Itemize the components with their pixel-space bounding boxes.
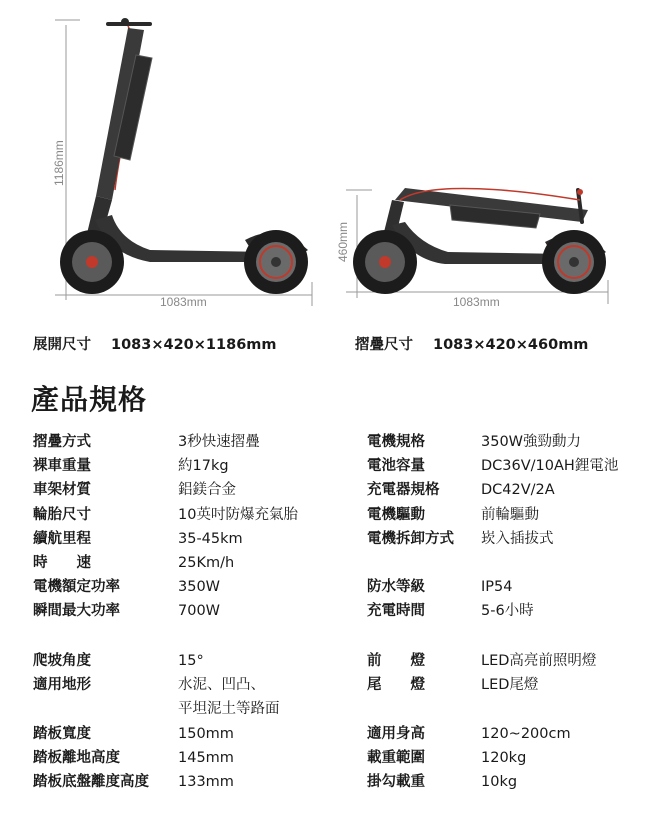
spec-key: 尾 燈 — [367, 677, 425, 693]
spec-key: 電機額定功率 — [33, 579, 120, 595]
spec-key: 適用地形 — [33, 677, 91, 693]
folded-size — [355, 333, 588, 354]
spec-value: 15° — [178, 653, 204, 669]
folded-size-label: 摺疊尺寸 — [355, 337, 413, 353]
scooter-drawing — [0, 0, 650, 320]
spec-value: 350W強勁動力 — [481, 434, 582, 450]
scooter-figure — [0, 0, 650, 320]
spec-value: 崁入插拔式 — [481, 531, 554, 547]
spec-value: 145mm — [178, 750, 234, 766]
spec-key: 續航里程 — [33, 531, 91, 547]
height-dimension-label: 1186mm — [52, 140, 66, 186]
spec-value: 700W — [178, 603, 221, 619]
spec-value: 35-45km — [178, 531, 243, 547]
unfolded-size-value: 1083×420×1186mm — [111, 337, 277, 353]
folded-size-value: 1083×420×460mm — [433, 337, 589, 353]
spec-value: 10英吋防爆充氣胎 — [178, 507, 298, 523]
spec-key: 瞬間最大功率 — [33, 603, 120, 619]
spec-key: 充電器規格 — [367, 482, 440, 498]
spec-value: 150mm — [178, 726, 234, 742]
spec-key: 防水等級 — [367, 579, 425, 595]
spec-key: 電池容量 — [367, 458, 425, 474]
spec-key: 充電時間 — [367, 603, 425, 619]
spec-value: 350W — [178, 579, 221, 595]
spec-key: 掛勾載重 — [367, 774, 425, 790]
spec-value: DC42V/2A — [481, 482, 555, 498]
folded-scooter — [353, 188, 606, 294]
spec-key: 裸車重量 — [33, 458, 91, 474]
spec-key: 踏板底盤離度高度 — [33, 774, 149, 790]
spec-key: 車架材質 — [33, 482, 91, 498]
spec-key: 踏板寬度 — [33, 726, 91, 742]
spec-key: 電機規格 — [367, 434, 425, 450]
spec-key: 載重範圍 — [367, 750, 425, 766]
unfolded-scooter — [60, 18, 308, 294]
spec-value: 3秒快速摺疊 — [178, 434, 260, 450]
spec-key: 爬坡角度 — [33, 653, 91, 669]
spec-value: 5-6小時 — [481, 603, 534, 619]
spec-key: 適用身高 — [367, 726, 425, 742]
spec-key: 時 速 — [33, 555, 91, 571]
spec-key: 摺疊方式 — [33, 434, 91, 450]
spec-value: IP54 — [481, 579, 513, 595]
unfolded-length-dimension-label: 1083mm — [160, 295, 207, 309]
spec-value: 水泥、凹凸、 — [178, 677, 265, 693]
spec-key: 前 燈 — [367, 653, 425, 669]
spec-value: LED高亮前照明燈 — [481, 653, 597, 669]
unfolded-size-label: 展開尺寸 — [33, 337, 91, 353]
folded-height-dimension-label: 460mm — [336, 221, 350, 262]
spec-key: 電機驅動 — [367, 507, 425, 523]
folded-length-dimension-label: 1083mm — [453, 295, 500, 309]
spec-value: DC36V/10AH鋰電池 — [481, 458, 619, 474]
spec-value: 133mm — [178, 774, 234, 790]
spec-key: 輪胎尺寸 — [33, 507, 91, 523]
spec-value: 120kg — [481, 750, 527, 766]
section-title: 產品規格 — [31, 383, 148, 416]
spec-value: 前輪驅動 — [481, 507, 539, 523]
unfolded-size — [33, 333, 277, 354]
spec-value: 約17kg — [178, 458, 229, 474]
spec-value: 10kg — [481, 774, 518, 790]
spec-value: LED尾燈 — [481, 677, 539, 693]
spec-key: 電機拆卸方式 — [367, 531, 454, 547]
spec-value: 120~200cm — [481, 726, 571, 742]
spec-value: 25Km/h — [178, 555, 235, 571]
spec-value: 鋁鎂合金 — [178, 482, 236, 498]
spec-value-continued: 平坦泥土等路面 — [178, 701, 280, 717]
spec-key: 踏板離地高度 — [33, 750, 120, 766]
